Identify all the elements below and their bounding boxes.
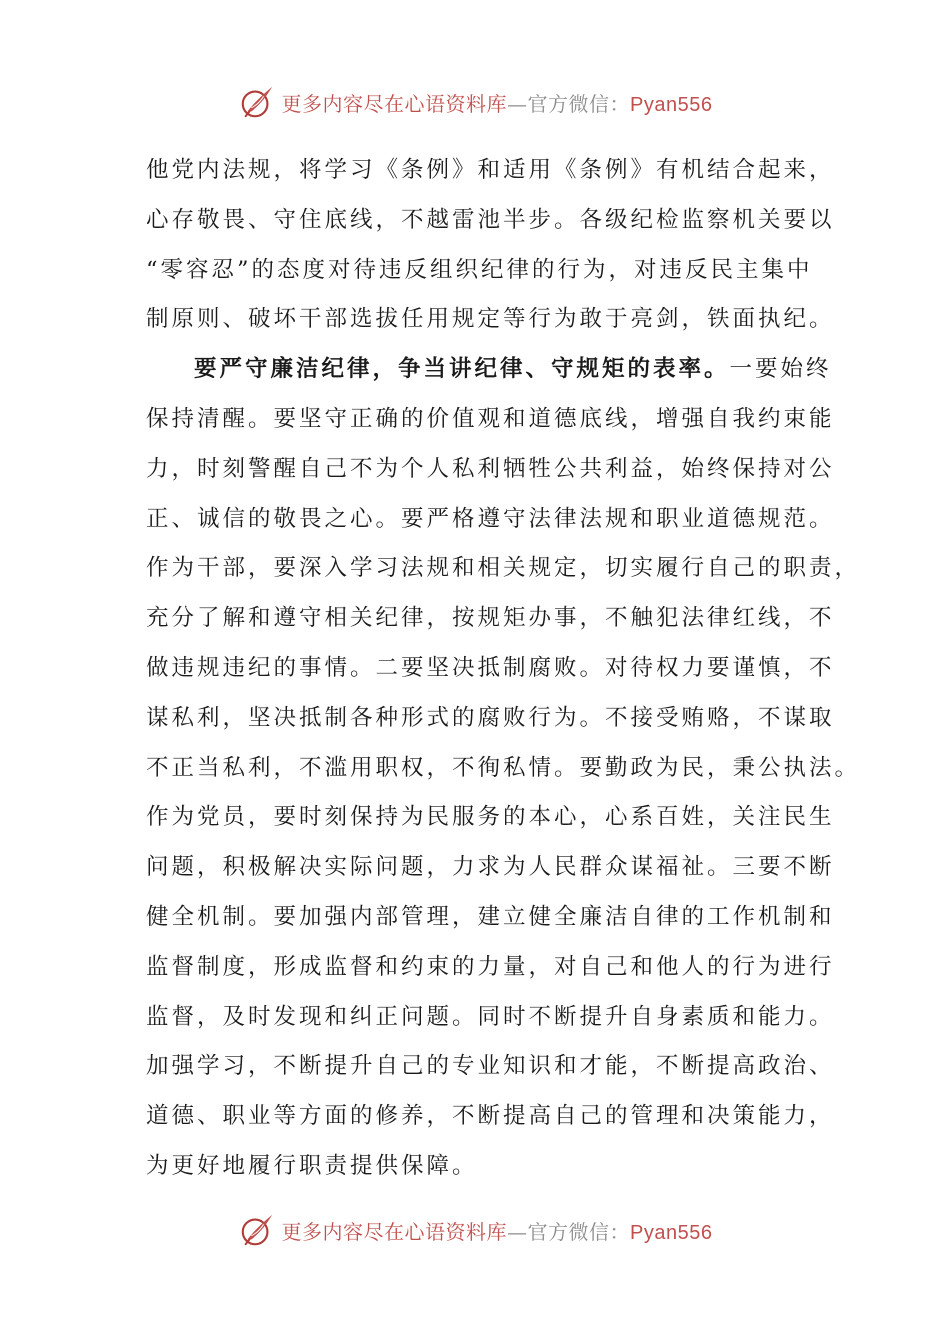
text-line: 监督制度，形成监督和约束的力量，对自己和他人的行为进行 <box>146 953 835 980</box>
paragraph-heading: 要严守廉洁纪律，争当讲纪律、守规矩的表率。 <box>194 356 730 383</box>
banner-text <box>282 1216 713 1245</box>
text-line: 健全机制。要加强内部管理，建立健全廉洁自律的工作机制和 <box>146 903 835 930</box>
text-run: 一要始终 <box>729 356 832 383</box>
banner-title: 更多内容尽在心语资料库 <box>281 91 508 116</box>
text-line: 力，时刻警醒自己不为个人私利牺牲公共利益，始终保持对公 <box>146 455 835 482</box>
header-banner <box>0 82 950 122</box>
text-line: “零容忍”的态度对待违反组织纪律的行为，对违反民主集中 <box>146 256 813 283</box>
banner-text <box>282 88 713 117</box>
text-line: 为更好地履行职责提供保障。 <box>146 1152 478 1179</box>
text-line: 制原则、破坏干部选拔任用规定等行为敢于亮剑，铁面执纪。 <box>146 306 835 333</box>
text-line: 他党内法规，将学习《条例》和适用《条例》有机结合起来， <box>146 157 835 183</box>
quill-logo-icon <box>238 1211 276 1249</box>
text-line: 做违规违纪的事情。二要坚决抵制腐败。对待权力要谨慎，不 <box>146 654 835 681</box>
text-line: 不正当私利，不滥用职权，不徇私情。要勤政为民，秉公执法。 <box>146 754 861 781</box>
text-line: 充分了解和遵守相关纪律，按规矩办事，不触犯法律红线，不 <box>146 605 835 632</box>
banner-separator: — <box>507 1219 528 1244</box>
banner-title: 更多内容尽在心语资料库 <box>281 1219 508 1244</box>
text-line: 加强学习，不断提升自己的专业知识和才能，不断提高政治、 <box>146 1053 835 1080</box>
text-line: 谋私利，坚决抵制各种形式的腐败行为。不接受贿赂，不谋取 <box>146 704 835 731</box>
banner-wechat-label: 官方微信： <box>527 91 631 116</box>
banner-separator: — <box>507 91 528 116</box>
text-line: 正、诚信的敬畏之心。要严格遵守法律法规和职业道德规范。 <box>146 505 835 532</box>
paragraph-first-line <box>146 345 832 395</box>
banner-wechat-id: Pyan556 <box>630 93 713 116</box>
paragraph-1 <box>146 146 835 345</box>
text-line: 心存敬畏、守住底线，不越雷池半步。各级纪检监察机关要以 <box>146 206 835 233</box>
text-line: 保持清醒。要坚守正确的价值观和道德底线，增强自我约束能 <box>146 405 835 432</box>
footer-banner <box>0 1210 950 1250</box>
text-line: 作为干部，要深入学习法规和相关规定，切实履行自己的职责， <box>146 555 861 582</box>
text-line: 问题，积极解决实际问题，力求为人民群众谋福祉。三要不断 <box>146 854 835 881</box>
text-line: 监督，及时发现和纠正问题。同时不断提升自身素质和能力。 <box>146 1003 835 1030</box>
text-line: 作为党员，要时刻保持为民服务的本心，心系百姓，关注民生 <box>146 804 835 831</box>
quill-logo-icon <box>238 83 276 121</box>
text-line: 道德、职业等方面的修养，不断提高自己的管理和决策能力， <box>146 1103 835 1130</box>
banner-wechat-id: Pyan556 <box>630 1221 713 1244</box>
document-body <box>146 146 861 1192</box>
paragraph-2 <box>146 345 861 1192</box>
banner-wechat-label: 官方微信： <box>527 1219 631 1244</box>
